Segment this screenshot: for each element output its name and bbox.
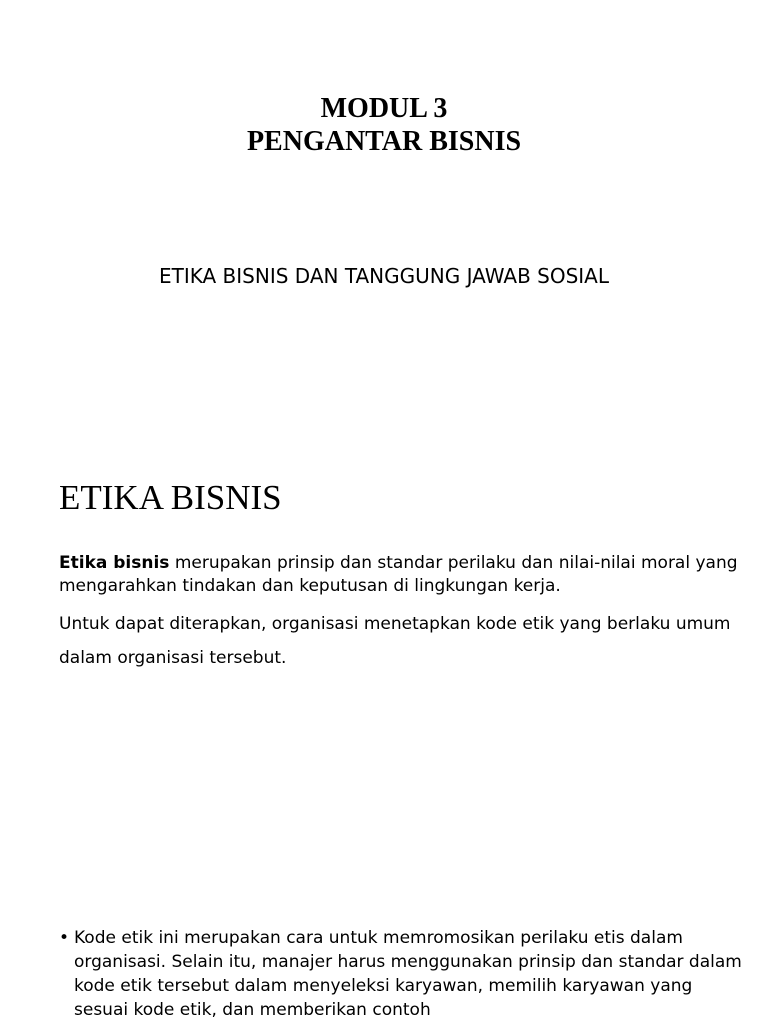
definition-text: merupakan prinsip dan standar perilaku dan nilai-nilai moral yang mengarahkan tindakan dan keputusan di lingkungan kerja. <box>59 553 738 596</box>
definition-term: Etika bisnis <box>59 553 170 573</box>
definition-paragraph <box>59 552 749 598</box>
section-heading: ETIKA BISNIS <box>59 478 282 517</box>
bullet-list-item <box>59 926 749 1022</box>
module-number: MODUL 3 <box>320 93 448 124</box>
course-name: PENGANTAR BISNIS <box>246 126 522 157</box>
code-of-ethics-paragraph: Untuk dapat diterapkan, organisasi menetapkan kode etik yang berlaku umum dalam organisasi tersebut. <box>59 614 731 668</box>
module-subtitle: ETIKA BISNIS DAN TANGGUNG JAWAB SOSIAL <box>158 264 610 288</box>
bullet-text: Kode etik ini merupakan cara untuk memromosikan perilaku etis dalam organisasi. Selain itu, manajer harus menggunakan prinsip dan standar dalam kode etik tersebut dalam menyeleksi karyawan, memilih karyawan yang sesuai kode etik, dan memberikan contoh <box>74 928 742 1020</box>
bullet-icon: • <box>59 928 70 948</box>
module-title <box>0 92 768 158</box>
